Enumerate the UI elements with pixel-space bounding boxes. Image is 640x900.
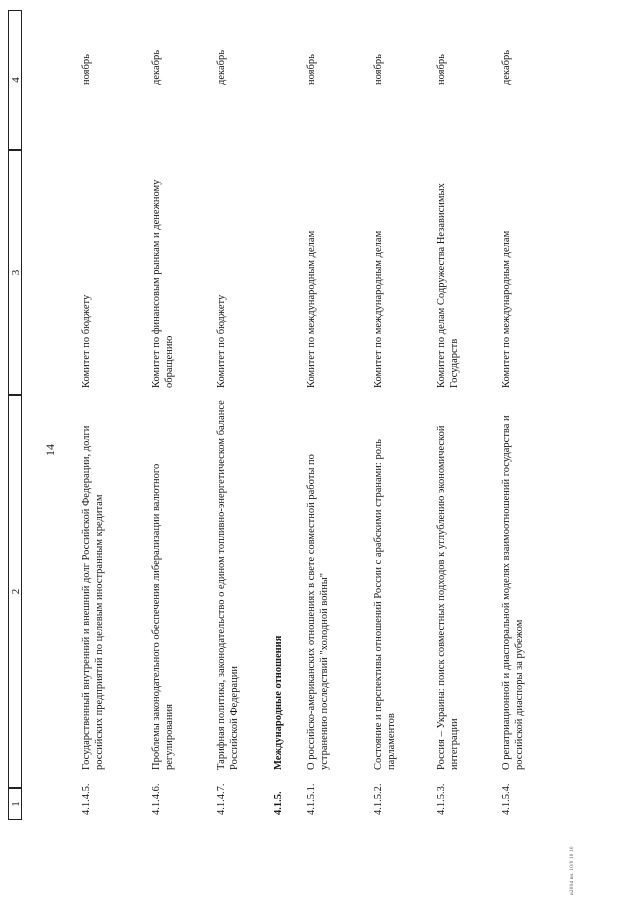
footer-code: н2004 вн. 10/0 10 10 xyxy=(570,846,575,895)
column-header-2: 2 xyxy=(8,395,22,788)
row-number: 4.1.4.5. xyxy=(81,783,92,815)
section-title: Международные отношения xyxy=(273,635,284,770)
row-title: О российско-американских отношениях в свете совместной работы по устранению последствий "холодной войны" xyxy=(306,454,330,770)
row-number: 4.1.5.2. xyxy=(373,783,384,815)
column-header-1: 1 xyxy=(8,788,22,820)
row-title: Государственный внутренний и внешний долг Российской Федерации, долги российских предприятий по целевым иностранным кредитам xyxy=(81,425,105,770)
page-number: 14 xyxy=(43,444,57,456)
row-committee: Комитет по делам Содружества Независимых Государств xyxy=(436,183,460,388)
row-month: декабрь xyxy=(501,50,512,85)
row-title: Тарифная политика, законодательство о едином топливно-энергетическом балансе Российской Федерации xyxy=(216,400,240,770)
row-month: ноябрь xyxy=(306,54,317,85)
row-committee: Комитет по международным делам xyxy=(373,230,384,388)
row-title: О репатриационной и диаспоральной моделях взаимоотношений государства и российской диаспоры за рубежом xyxy=(501,415,525,770)
row-committee: Комитет по бюджету xyxy=(81,294,92,388)
row-title: Россия – Украина: поиск совместных подходов к углублению экономической интеграции xyxy=(436,425,460,770)
column-header-4: 4 xyxy=(8,10,22,150)
row-number: 4.1.5.4. xyxy=(501,783,512,815)
row-month: декабрь xyxy=(151,50,162,85)
row-number: 4.1.5.1. xyxy=(306,783,317,815)
row-month: декабрь xyxy=(216,50,227,85)
row-number: 4.1.4.7. xyxy=(216,783,227,815)
row-committee: Комитет по бюджету xyxy=(216,294,227,388)
row-committee: Комитет по международным делам xyxy=(306,230,317,388)
section-number: 4.1.5. xyxy=(273,791,284,815)
row-number: 4.1.5.3. xyxy=(436,783,447,815)
row-month: ноябрь xyxy=(373,54,384,85)
row-month: ноябрь xyxy=(436,54,447,85)
row-committee: Комитет по международным делам xyxy=(501,230,512,388)
row-month: ноябрь xyxy=(81,54,92,85)
column-header-3: 3 xyxy=(8,150,22,395)
row-number: 4.1.4.6. xyxy=(151,783,162,815)
row-title: Проблемы законодательного обеспечения либерализации валютного регулирования xyxy=(151,463,175,770)
row-committee: Комитет по финансовым рынкам и денежному обращению xyxy=(151,179,175,388)
row-title: Состояние и перспективы отношений России с арабскими странами: роль парламентов xyxy=(373,439,397,770)
